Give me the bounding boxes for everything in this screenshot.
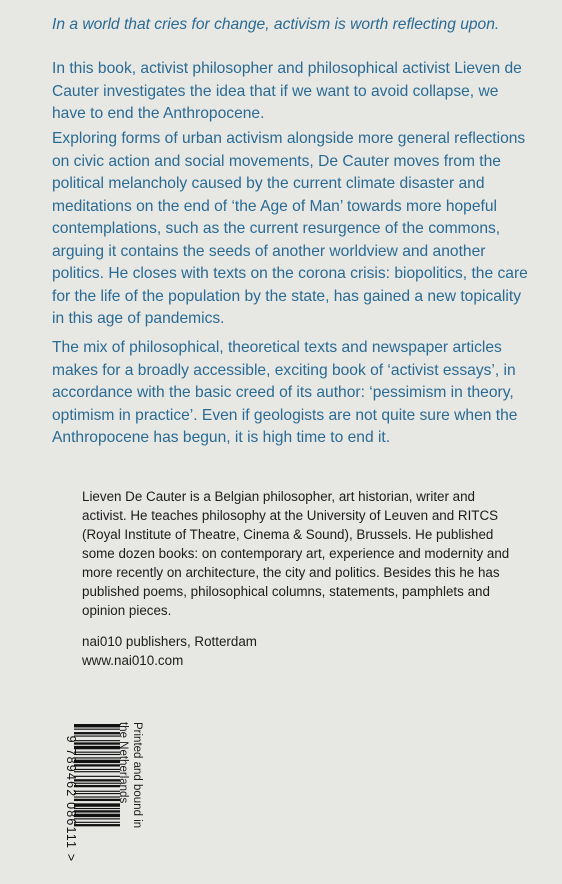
printed-line-1: Printed and bound in [131, 722, 143, 829]
publisher-website[interactable]: www.nai010.com [82, 653, 184, 668]
tagline: In a world that cries for change, activism is worth reflecting upon. [52, 16, 500, 33]
isbn-digits-text: 9 789462 086111 > [64, 735, 78, 863]
publisher-name: nai010 publishers, Rotterdam [82, 634, 257, 649]
description-paragraph: Exploring forms of urban activism alongside more general reflections on civic action and social movements, De Cauter moves from the political melancholy caused by the current climate disaster and meditations on the end of ‘the Age of Man’ towards more hopeful contemplations, such as the current resurgence of the commons, arguing it contains the seeds of another worldview and another politics. He closes with texts on the corona crisis: biopolitics, the care for the life of the population by the state, has gained a new topicality in this age of pandemics. [52, 130, 528, 327]
intro-paragraph: In this book, activist philosopher and philosophical activist Lieven de Cauter investigates the idea that if we want to avoid collapse, we have to end the Anthropocene. [52, 60, 522, 122]
isbn-digits [58, 720, 78, 880]
author-bio: Lieven De Cauter is a Belgian philosopher, art historian, writer and activist. He teaches philosophy at the University of Leuven and RITCS (Royal Institute of Theatre, Cinema & Sound), Brussels. He published some dozen books: on contemporary art, experience and modernity and more recently on architecture, the city and politics. Besides this he has published poems, philosophical columns, statements, pamphlets and opinion pieces. [82, 489, 510, 618]
printed-in-label [110, 720, 150, 840]
summary-paragraph: The mix of philosophical, theoretical texts and newspaper articles makes for a broadly accessible, exciting book of ‘activist essays’, in accordance with the basic creed of its author: ‘pessimism in theory, optimism in practice’. Even if geologists are not quite sure when the Anthropocene has begun, it is high time to end it. [52, 339, 518, 446]
printed-line-2: the Netherlands [117, 722, 129, 804]
